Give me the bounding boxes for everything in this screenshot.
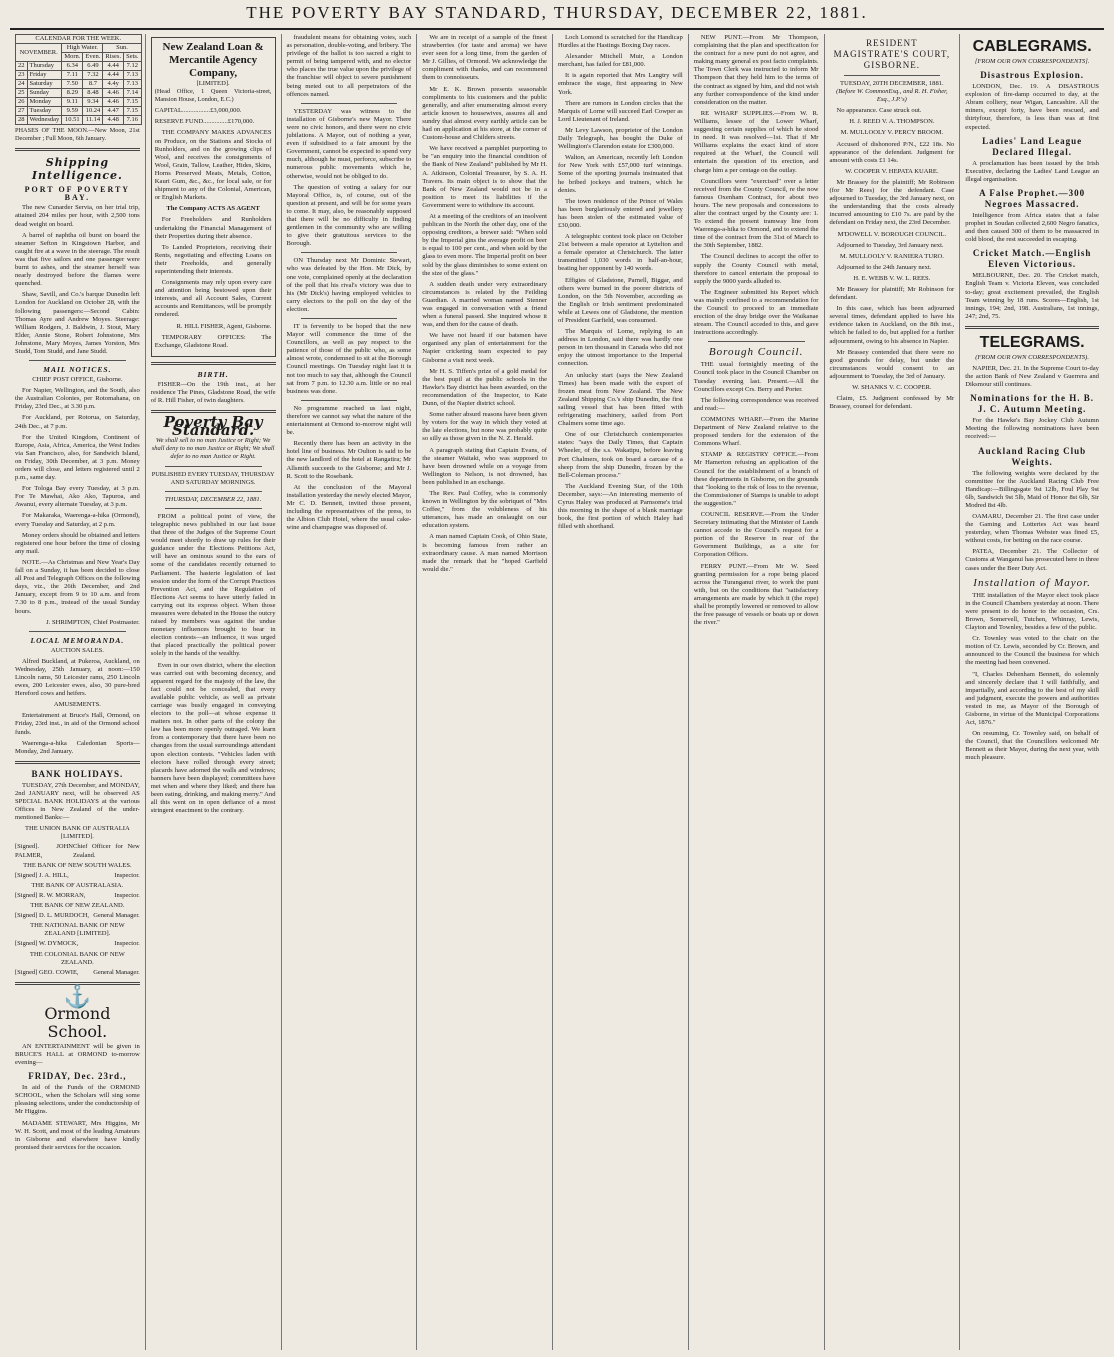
birth-heading: BIRTH. xyxy=(197,369,229,379)
advert-capital: CAPITAL.................£3,000,000. xyxy=(154,107,242,115)
local-paragraph: AUCTION SALES. xyxy=(50,646,104,654)
article-paragraph: Loch Lomond is scratched for the Handicap Hurdles at the Hastings Boxing Day races. xyxy=(558,34,683,50)
article-paragraph: ON Thursday next Mr Dominic Stewart, who was defeated by the Hon. Mr Dick, by one vote, complained openly at the declaration of the poll that his rival's victory was due to his (Mr Dick's) having employed vehicles to carry electors to the poll on the day of the election. xyxy=(286,257,412,313)
installation-paragraph: THE installation of the Mayor elect took place in the Council Chambers yesterday at noon. There were present to do honor to the occasion, Crs. Brown, Somervell, Tutchen, Whinray, Lewis, Clayton and Townley, besides a few of the public. xyxy=(965,591,1099,632)
newspaper-page xyxy=(10,34,1104,1350)
mail-heading: MAIL NOTICES. xyxy=(43,365,112,375)
advert-title: New Zealand Loan & Mercantile Agency Company, xyxy=(162,41,264,79)
court-paragraph: Mr Brassey for the plaintiff; Mr Robinson (for Mr Rees) for the defendant. Case adjourned to Tuesday, the 3rd January next, on the understanding that the costs already incurred amounting to £10 7s. are paid by the defendant on Friday next, the 23rd December. xyxy=(829,178,955,227)
local-paragraph: Entertainment at Bruce's Hall, Ormond, on Friday, 23rd inst., in aid of the Ormond school funds. xyxy=(15,712,140,736)
calendar-subheader: Morn. xyxy=(62,53,83,62)
divider xyxy=(301,318,398,319)
resident-heading: RESIDENT MAGISTRATE'S COURT, GISBORNE. xyxy=(833,38,951,70)
case-title: H. E. WEBB V. W. L. REES. xyxy=(853,274,931,282)
bank-entry: THE BANK OF AUSTRALASIA. [Signed] R. W. MORRAN, Inspector. xyxy=(15,881,140,899)
advert-paragraph: The Company ACTS AS AGENT xyxy=(166,205,260,213)
divider xyxy=(15,148,140,151)
mail-paragraph: For Napier, Wellington, and the South, also the Australian Colonies, per Rotomahana, on Friday, 23rd Dec., at 3.30 p.m. xyxy=(15,387,140,411)
mail-paragraph: For Auckland, per Rotorua, on Saturday, 24th Dec., at 7 p.m. xyxy=(15,414,140,430)
divider xyxy=(301,252,398,253)
loan-agency-advert xyxy=(151,37,276,357)
divider xyxy=(965,326,1099,329)
article-paragraph: We have not heard if our batsmen have organised any plan of entertainment for the Napier cricketing team expected to pay Gisborne a visit next week. xyxy=(422,332,547,364)
article-paragraph: Mr H. S. Tiffen's prize of a gold medal for the best pupil at the public schools in the Hawke's Bay district has been awarded, on the recommendation of the Inspector, to Kate Dunn, of the Napier district school. xyxy=(422,367,547,408)
resident-date: TUESDAY, 20TH DECEMBER, 1881. xyxy=(840,80,944,87)
patea-text: PATEA, December 21. The Collector of Customs at Wanganui has prosecuted here in three cases under the Beer Duty Act. xyxy=(965,548,1099,572)
paper-nameplate: Poverty Bay Standard. xyxy=(163,413,263,440)
auckland-heading: Auckland Racing Club Weights. xyxy=(978,445,1087,467)
article-paragraph: IT is fervently to be hoped that the new Mayor will commence the time of the Councillors, as well as pay respect to the patience of those of the public who, as some almost wrote, condemned to sit at the Borough Council meetings. On Tuesday night last it is not too much to say that, although the Council sat from 7 p.m. to 12.30 a.m. little or no real business was done. xyxy=(286,323,412,395)
mail-paragraph: NOTE.—As Christmas and New Year's Day fall on a Sunday, it has been decided to close all Post and Telegraph Offices on the following days, viz., the 26th December, and 2nd January, except from 9 to 10 a.m. and from 7.30 to 8 p.m., instead of the usual Sunday hours. xyxy=(15,558,140,615)
ormond-paragraph: MADAME STEWART, Mrs Higgins, Mr W. H. Scott, and most of the leading Amateurs in Gisborne and elsewhere have kindly promised their services for the occasion. xyxy=(15,1119,140,1151)
shipping-paragraph: A barrel of naphtha oil burst on board the steamer Sefton in Kingstown Harbor, and caught fire at a wave in the steerage. The result was that five sailors and one passenger were burnt to ashes, and the steamer herself was nearly destroyed before the flames were quenched. xyxy=(15,231,140,288)
nominations-text: For the Hawke's Bay Jockey Club Autumn Meeting the following nominations have been received:— xyxy=(965,417,1099,441)
article-paragraph: Mr E. K. Brown presents seasonable compliments to his customers and the public generally, and after enumerating almost every article known to housewives, assures all and sundry that almost every earthly article can be had on application at his store, at the corner of Custom-house and Childers streets. xyxy=(422,85,547,142)
article-paragraph: A paragraph stating that Captain Evans, of the steamer Waitaki, who was supposed to have been drowned while on a voyage from Wellington to Nelson, is not drowned, has been published in an exchange. xyxy=(422,446,547,486)
article-paragraph: The Rev. Paul Coffey, who is commonly known in Wellington by the sobriquet of "Mrs Coffee," from the volubleness of his utterances, has made an onslaught on our education system. xyxy=(422,489,547,530)
mail-paragraph: For Makaraka, Waerenga-a-hika (Ormond), every Tuesday and Saturday, at 2 p.m. xyxy=(15,512,140,528)
court-paragraph: Accused of dishonored P/N., £22 18s. No appearance of the defendant. Judgment for amount with costs £1 14s. xyxy=(829,140,955,164)
divider xyxy=(15,761,140,764)
cable-title: A False Prophet.—300 Negroes Massacred. xyxy=(979,187,1086,209)
oamaru-text: OAMARU, December 21. The first case under the Gaming and Lotteries Act was heard yesterday, when Thomas Webster was fined £5, without costs, for betting on the race course. xyxy=(965,513,1099,545)
divider xyxy=(165,466,262,467)
bank-intro: TUESDAY, 27th December, and MONDAY, 2nd JANUARY next, will be observed AS SPECIAL BANK HOLIDAYS at the various Offices in New Zealand of the under-mentioned Banks:— xyxy=(15,781,140,822)
divider xyxy=(29,360,126,361)
installation-paragraph: Cr. Townley was voted to the chair on the motion of Cr. Lewis, seconded by Cr. Brown, and announced to the Council the business for which the meeting had been convened. xyxy=(965,635,1099,667)
borough-council-heading: Borough Council. xyxy=(708,346,804,359)
bank-entry: THE NATIONAL BANK OF NEW ZEALAND [LIMITED]. [Signed] W. DYMOCK, Inspector. xyxy=(15,922,140,948)
advert-offices: TEMPORARY OFFICES: The Exchange, Gladstone Road. xyxy=(154,333,272,349)
article-paragraph: NEW PUNT.—From Mr Thompson, complaining that the plan and specification for the contract for a new punt do not agree, and making many general ex post facto complaints. The Town Clerk was instructed to inform Mr Thompson that they held him to the terms of the contract as signed by him, and did not wish any further correspondence of the kind under consideration on the matter. xyxy=(693,34,819,106)
article-paragraph: The following correspondence was received and read:— xyxy=(693,396,819,412)
installation-paragraph: "I, Charles Dehenham Bennett, do solemnly and sincerely declare that I will faithfully, and impartially, and according to the best of my skill and judgment, execute the powers and authorities vested in me, as Mayor of the Borough of Gisborne, in virtue of the Municipal Corporations Act, 1876." xyxy=(965,670,1099,727)
column-4 xyxy=(417,34,553,1350)
table-row: 28 Wednesday 10.51 11.14 4.48 7.16 xyxy=(16,116,142,125)
advert-office: (Head Office, 1 Queen Victoria-street, Mansion House, London, E.C.) xyxy=(154,88,272,104)
mail-paragraph: For the United Kingdom, Continent of Europe, Asia, Africa, America, the West Indies via San Francisco, also, for Sandwich Island, on Friday, 30th December, at 3 p.m. Money orders will close, and letters registered until 2 p.m., same day. xyxy=(15,433,140,482)
calendar-month: NOVEMBER. xyxy=(16,44,62,62)
ormond-paragraph: In aid of the Funds of the ORMOND SCHOOL, when the Scholars will sing some pleasing selections, under the conductorship of Mr Higgins. xyxy=(15,1084,140,1116)
column-8 xyxy=(960,34,1104,1350)
article-paragraph: Effigies of Gladstone, Parnell, Biggar, and others were burned in the poorer districts of London, on the 5th November, according as the English or Irish sentiment predominated while at Lewes one of Gladstone, the mention of President Garfield, was consumed. xyxy=(558,276,683,324)
table-row: 26 Monday 9.11 9.34 4.46 7.15 xyxy=(16,98,142,107)
cablegrams-heading: CABLEGRAMS. xyxy=(972,38,1092,55)
article-paragraph: A sudden death under very extraordinary circumstances is related by the Feilding Guardian. A married woman named Stenner was engaged in conversation with a friend when a funeral passed. She inquired whose it was, and then for the cause of death. xyxy=(422,280,547,329)
ship-emblem-icon: ⚓ xyxy=(63,983,92,1009)
court-paragraph: No appearance. Case struck out. xyxy=(836,107,922,115)
bank-entry: THE COLONIAL BANK OF NEW ZEALAND. [Signed] GEO. COWIE, General Manager. xyxy=(15,950,140,976)
telegrams-heading: TELEGRAMS. xyxy=(979,333,1085,351)
advert-signature: R. HILL FISHER, Agent, Gisborne. xyxy=(176,322,272,330)
article-paragraph: Mr Levy Lawson, proprietor of the London Daily Telegraph, has bought the Duke of Wellington's Clarendon estate for £300,000. xyxy=(558,126,683,151)
case-title: W. SHANKS V. C. COOPER. xyxy=(852,384,932,391)
shipping-paragraph: The new Cunarder Servia, on her trial trip, attained 204 miles per hour, with 2,500 tons dead weight on board. xyxy=(15,204,140,228)
article-paragraph: The Council declines to accept the offer to supply the County Council with metal, therefore to cancel entertain the proposal to supply the 9000 yards alluded to. xyxy=(693,253,819,285)
article-paragraph: COUNCIL RESERVE.—From the Under Secretary intimating that the Minister of Lands cannot accede to the Council's request for a portion of the Reserve in rear of the Government Buildings, as a site for Corporation Offices. xyxy=(693,510,819,559)
masthead xyxy=(0,0,1114,26)
local-heading: LOCAL MEMORANDA. xyxy=(30,635,125,645)
local-paragraph: Alfred Buckland, at Pukeroa, Auckland, on Wednesday, 25th January, at noon:—150 Lincoln rams, 50 Leicester rams, 250 Lincoln ewes, 200 Leicester ewes, also, 30 pure-bred Hereford cows and heifers. xyxy=(15,657,140,698)
publication-days: PUBLISHED EVERY TUESDAY, THURSDAY AND SATURDAY MORNINGS. xyxy=(151,470,275,486)
divider xyxy=(844,75,941,76)
column-7 xyxy=(825,34,961,1350)
divider xyxy=(301,103,398,104)
case-title: M'DOWELL V. BOROUGH COUNCIL. xyxy=(837,230,947,238)
cable-title: Cricket Match.—English Eleven Victorious. xyxy=(972,248,1092,270)
installation-paragraph: On resuming, Cr. Townley said, on behalf of the Council, that the Councillors welcomed Mr Bennett as their Mayor, during the next year, with much pleasure. xyxy=(965,730,1099,762)
dateline: THURSDAY, DECEMBER 22, 1881. xyxy=(164,495,262,503)
local-paragraph: Waerenga-a-hika Caledonian Sports—Monday, 2nd January. xyxy=(15,739,140,755)
bank-entry: THE BANK OF NEW SOUTH WALES. [Signed] J. A. HILL, Inspector. xyxy=(15,861,140,879)
bank-heading: BANK HOLIDAYS. xyxy=(31,768,124,779)
cablegrams-source: [FROM OUR OWN CORRESPONDENTS]. xyxy=(974,58,1090,65)
article-paragraph: We are in receipt of a sample of the finest strawberries (for taste and aroma) we have ever seen for a long time, from the garden of Mr J. Gillies, of Ormond. We acknowledge the compliment with thanks, and can recommend them to connoisseurs. xyxy=(422,34,547,82)
article-paragraph: Councillors were "exercised" over a letter received from the County Council, re the now famous Oxenham Contract, for about two hours. The new proposals and concessions to alter the contract urged by the County are: 1. To extend the present tramway line from Waerenga-a-hika to Ormond, and to extend the time of the contract from the 31st of March to the 30th September, 1882. xyxy=(693,177,819,250)
article-paragraph: A man named Captain Cook, of Ohio State, is becoming famous from rather an extraordinary cause. A man named Morrison made the remark that he "hoped Garfield would die." xyxy=(422,533,547,573)
table-row: 22 Thursday 6.34 6.49 4.44 7.12 xyxy=(16,62,142,71)
article-paragraph: Recently there has been an activity in the hotel line of business. Mr Oulton is said to be the new landlord of the hotel at Rangatira; Mr Allsmith succeeds to the Gisborne; and Mr J. R. Scott to the Rosebank. xyxy=(286,440,412,480)
masthead-title: THE POVERTY BAY STANDARD, THURSDAY, DECEMBER 22, 1881. xyxy=(246,3,868,22)
auckland-text: The following weights were declared by the committee for the Auckland Racing Club Free Handicap:—Billingsgate 9st 12lb, Foul Play 9st 6lb, Sandwich 9st 5lb, Maid of Honor 8st 6lb, Sir Modred 8st 4lb. xyxy=(965,469,1099,509)
divider xyxy=(708,341,805,342)
court-paragraph: Mr Brassey contended that there were no good grounds for delay, but under the circumstances would consent to an adjournment to Tuesday, the 3rd of January. xyxy=(829,348,955,380)
article-paragraph: STAMP & REGISTRY OFFICE.—From Mr Hamerton refusing an application of the Council for the establishment of a branch of these departments in Gisborne, on the grounds that "looking to the risk of loss to the revenue, the Commissioner of Stamps is unable to adopt the suggestion." xyxy=(693,451,819,507)
article-paragraph: RE WHARF SUPPLIES.—From W. R. Williams, lessee of the Lower Wharf, suggesting certain supplies of which he stood in need. It was resolved—1st. That if Mr Williams explains the exact kind of store required at the Wharf, the Council will entertain the question of its erection, and charge him a per centage on the outlay. xyxy=(693,109,819,174)
divider xyxy=(165,508,262,509)
column-5 xyxy=(553,34,689,1350)
advert-paragraph: For Freeholders and Runholders undertaking the Financial Management of their Properties during their absence. xyxy=(154,216,272,240)
mail-paragraph: CHIEF POST OFFICE, Gisborne. xyxy=(32,376,123,384)
article-paragraph: At the conclusion of the Mayoral installation yesterday the newly elected Mayor, Mr C. D. Bennett, invited those present, including the representatives of the press, to the Albion Club Hotel, where the usual cake-wine and champagne was disposed of. xyxy=(286,483,412,532)
case-title: H. J. REED V. A. THOMPSON. xyxy=(849,118,935,126)
paper-motto: We shall sell to no man Justice or Right; We shall deny to no man Justice or Right; We shall defer to no man Justice or Right. xyxy=(151,437,275,461)
advert-reserve: RESERVE FUND...............£170,000. xyxy=(154,118,255,126)
calendar-subheader: Even. xyxy=(83,53,103,62)
article-paragraph: COMMONS WHARF.—From the Marine Department of New Zealand relative to the proposed tenders for the extension of the Commons Wharf. xyxy=(693,415,819,448)
article-paragraph: THE usual fortnightly meeting of the Council took place in the Council Chamber on Tuesday evening last. Present.—All the Councillors except Crs. Berry and Porter. xyxy=(693,361,819,393)
table-row: 24 Saturday 7.50 8.7 4.4y 7.13 xyxy=(16,80,142,89)
column-1 xyxy=(10,34,146,1350)
article-paragraph: The town residence of the Prince of Wales has been burglariously entered and jewellery has been stolen of the estimated value of £30,000. xyxy=(558,197,683,229)
moon-phases: PHASES OF THE MOON.—New Moon, 21st December ; Full Moon, 6th January. xyxy=(15,127,140,143)
telegrams-source: (FROM OUR OWN CORRESPONDENTS). xyxy=(975,353,1089,361)
shipping-paragraph: Shaw, Savill, and Co.'s barque Dunedin left London for Auckland on October 28, with the following passengers:—Second Cabin: Thomas Ayre and Andrew Moyes. Steerage: William Rodgers, J. Baldwin, J. Stout, Mary Elder, Annie Stone, Robert Johnstone, Mrs Johnstone, Mary Moyes, James Yorston, Mrs Studd, Tom Studd, and Jane Studd. xyxy=(15,291,140,355)
calendar-title: CALENDAR FOR THE WEEK. xyxy=(16,35,142,44)
cable-text: A proclamation has been issued by the Irish Executive, declaring the Ladies' Land League an illegal organisation. xyxy=(965,159,1099,183)
article-paragraph: Walton, an American, recently left London for New York with £57,000 turf winnings. Some of the sporting journals insinuated that he bribed jockeys and trainers, which he denies. xyxy=(558,154,683,194)
ormond-heading: Ormond School. xyxy=(44,1003,111,1041)
telegram-text: NAPIER, Dec. 21. In the Supreme Court to-day the action Bank of New Zealand v Guerrera and Diksmour still continues. xyxy=(965,364,1099,389)
column-6 xyxy=(689,34,825,1350)
calendar-subheader: Sets. xyxy=(124,53,141,62)
ormond-date: FRIDAY, Dec. 23rd., xyxy=(28,1071,127,1082)
table-row: 23 Friday 7.11 7.32 4.44 7.13 xyxy=(16,71,142,80)
bank-entry: THE UNION BANK OF AUSTRALIA [LIMITED]. [Signed]. JOHN PALMER, Chief Officer for New Zealand. xyxy=(15,825,140,859)
article-paragraph: There are rumors in London circles that the Marquis of Lorne will succeed Earl Cowper as Lord Lieutenant of Ireland. xyxy=(558,99,683,123)
court-paragraph: Claim, £5. Judgment confessed by Mr Brassey, counsel for defendant. xyxy=(829,395,955,411)
court-paragraph: Adjourned to Tuesday, 3rd January next. xyxy=(836,241,944,249)
column-3 xyxy=(282,34,418,1350)
cable-title: Ladies' Land League Declared Illegal. xyxy=(982,135,1083,157)
article-paragraph: No programme reached us last night, therefore we cannot say what the nature of the entertainment at Ormond to-morrow night will be. xyxy=(286,404,412,437)
editorial-paragraph: FROM a political point of view, the telegraphic news published in our last issue that three of the Judges of the Supreme Court would meet shortly to draw up rules for their guidance under the Elections Petitions Act, will have an ominous sound to the ears of some of the candidates recently returned to Parliament. The hasterie legislation of last session under the form of the Corrupt Practices Prevention Act, and the Regulation of Elections Act seems to have utterly failed in carrying out its express object. When those measures were debated in the House the outcry raised by members was against the undue monetary influences brought to bear in election contests—an influence, it was urged that placed practically the political power solely in the hands of the wealthy. xyxy=(150,512,276,658)
mail-signature: J. SHRIMPTON, Chief Postmaster. xyxy=(46,618,140,626)
court-paragraph: Adjourned to the 24th January next. xyxy=(836,263,932,271)
article-paragraph: One of our Christchurch contemporaries states: "says the Daily Times, that Captain Wheeler, of the s.s. Wakatipu, before leaving Port Chalmers, took on board a carcase of a sheep from the ship Dunedin, frozen by the Bell-Coleman process." xyxy=(558,431,683,479)
article-paragraph: It is again reported that Mrs Langtry will embrace the stage, first appearing in New York. xyxy=(558,72,683,96)
cable-text: MELBOURNE, Dec. 20. The Cricket match, English Team v. Victoria Eleven, was concluded to-day; great excitement prevailed, the English Team winning by 18 runs. Scores—English, 1st innings, 194; 2nd, 198. Australians, 1st innings, 247; 2nd, 75. xyxy=(965,272,1099,320)
article-paragraph: At a meeting of the creditors of an insolvent publican in the North the other day, one of the opposing creditors, a brewer said: "When sold by the Imperial gins the average profit on beer is equal to 100 per cent., and when sold by the glass to even more. The Imperial profit on beer sold by the glass diminishes to some extent on the size of the glass." xyxy=(422,212,547,277)
nominations-heading: Nominations for the H. B. J. C. Autumn Meeting. xyxy=(970,393,1095,415)
column-2 xyxy=(146,34,282,1350)
case-title: M. MULLOOLY V. RANIERA TURO. xyxy=(839,252,944,260)
article-paragraph: The Engineer submitted his Report which was mainly confined to a recommendation for the Council to proceed to an immediate erection of the dray bridge over the Waikanae stream. The Council acceded to this, and gave instructions accordingly. xyxy=(693,288,819,337)
case-title: M. MULLOOLY V. PERCY BROOM. xyxy=(840,129,944,137)
table-row: 27 Tuesday 9.59 10.24 4.47 7.15 xyxy=(16,107,142,116)
editorial-paragraph: Even in our own district, where the election was carried out with becoming decency, and apparent regard for the majesty of the law, the fact could not be concealed, that every available public vehicle, as well as private carriage was busily engaged in conveying electors to the poll—at whose expense it matters not. In other parts of the colony the law has been more openly outraged. We learn from a contemporary that there have been no changes from the usual surroundings attendant upon election contests. "Vehicles laden with electors have rolled through every street; placards have adorned the walls and windows; banners have been displayed; committees have met when and where they liked; and there has been eating, drinking, and making merry." And all this went on in open defiance of a most stringent enactment to the contrary. xyxy=(150,661,276,815)
advert-paragraph: THE COMPANY MAKES ADVANCES on Produce, on the Stations and Stocks of Runholders, and on the growing clips of Wool, and receives the consignments of Wool, Grain, Tallow, Leather, Hides, Skins, Horns Preserved Meats, Metals, Cotton, Kauri Gum, &c., &c., for local sale, or for shipment to any of the Colonial, American, or English Markets. xyxy=(154,129,272,202)
article-paragraph: We have received a pamphlet purporting to be "an enquiry into the financial condition of the Bank of New Zealand" published by Mr H. A. Atkinson, Colonial Treasurer, by S. A. H. Travers. Its main object is to show that the Bank of New Zealand would not be in a position to meet its liabilities if the Government were to withdraw its account. xyxy=(422,145,547,209)
mail-paragraph: Money orders should be obtained and letters registered one hour before the time of closing any mail. xyxy=(15,531,140,555)
court-paragraph: In this case, which has been adjourned several times, defendant applied to have his evidence taken in Auckland, on the 8th inst., which he failed to do, but applied for a further adjournment, owing to his absence in Napier. xyxy=(829,305,955,345)
article-paragraph: The Marquis of Lorne, replying to an address in London, said there was hardly one person in ten thousand in Canada who did not enjoy the utmost importance to the Imperial connection. xyxy=(558,328,683,368)
shipping-heading: Shipping Intelligence. xyxy=(31,156,123,183)
calendar-header-high-water: High Water. xyxy=(62,44,103,53)
case-title: W. COOPER V. HEPATA KUARE. xyxy=(845,167,939,175)
calendar-header-sun: Sun. xyxy=(103,44,141,53)
port-heading: PORT OF POVERTY BAY. xyxy=(24,185,131,203)
advert-limited: [LIMITED]. xyxy=(196,80,230,87)
cable-text: LONDON, Dec. 19. A DISASTROUS explosion of fire-damp occurred to day, at the Abram colliery, near Wigan, Lancashire. All the miners, except forty, have been rescued, and thirtyfour, therefore, is less than was at first expected. xyxy=(965,83,1099,131)
article-paragraph: The question of voting a salary for our Mayoral Office, is, of course, out of the question at present, and will be for some years to come. It may, also, be reasonably supposed that there will be no difficulty in finding gentlemen in the community who are willing to give their gratuitous services to the Borough. xyxy=(286,183,412,248)
advert-paragraph: Consignments may rely upon every care and attention being bestowed upon their interests, and all Account Sales, Current accounts and Remittances, will be promptly rendered. xyxy=(154,279,272,319)
installation-heading: Installation of Mayor. xyxy=(973,576,1091,589)
article-paragraph: FERRY PUNT.—From Mr W. Seed granting permission for a rope being placed across the Turanganui river, to work the punt with, but on the conditions that "satisfactory arrangements are made by which it (the rope) shall be promptly lowered or removed to allow the free passage of vessels or boats up or down the river." xyxy=(693,562,819,627)
birth-notice: FISHER—On the 19th inst., at her residence The Pines, Gladstone Road, the wife of R. Hill Fisher, of twin daughters. xyxy=(150,380,276,404)
divider xyxy=(29,631,126,632)
article-paragraph: Alexander Mitchell Muir, a London merchant, has failed for £81,000. xyxy=(558,53,683,69)
article-paragraph: An unlucky start (says the New Zealand Times) has been made with the export of frozen meat from New Zealand. The New Zealand Shipping Co.'s ship Dunedin, the first sailing vessel that has been fitted with refrigerating machinery, sailed from Port Chalmers some time ago. xyxy=(558,371,683,428)
ormond-paragraph: AN ENTERTAINMENT will be given in BRUCE'S HALL at ORMOND to-morrow evening— xyxy=(15,1042,140,1067)
article-paragraph: The Auckland Evening Star, of the 10th December, says:—An interesting memento of Cyrus Haley was produced at Parnsome's trial this morning in the shape of a blank marriage book, the first portion of which Haley had filled with shorthand. xyxy=(558,482,683,531)
divider xyxy=(301,400,398,401)
local-paragraph: AMUSEMENTS. xyxy=(53,701,101,709)
cable-title: Disastrous Explosion. xyxy=(980,70,1085,81)
bank-entry: THE BANK OF NEW ZEALAND. [Signed] D. L. MURDOCH, General Manager. xyxy=(15,902,140,920)
mail-paragraph: For Tologa Bay every Tuesday, at 3 p.m. For Te Mawhai, Ako Ako, Tapuroa, and Awanui, every alternate Tuesday, at 3 p.m. xyxy=(15,485,140,509)
article-paragraph: A telegraphic contest took place on October 21st between a male operator at Lyttelton and a female operator at Christchurch. The latter transmitted 1,030 words in half-an-hour, beating her opponent by 140 words. xyxy=(558,233,683,273)
article-paragraph: Some rather absurd reasons have been given by voters for the way in which they voted at the late elections, but none was probably quite so silly as those given in the N. Z. Herald. xyxy=(422,411,547,443)
calendar-table xyxy=(15,34,142,125)
article-paragraph: YESTERDAY was witness to the installation of Gisborne's new Mayor. There were no civic honors, and there were no civic jubilations. A Mayor, out of nothing a year, even if subsidised to a fair amount by the Government, cannot be expected to spend very much, although he must, perforce, subscribe to numerous public movements which he, otherwise, would not be obliged to do. xyxy=(286,107,412,180)
advert-paragraph: To Landed Proprietors, receiving their Rents, negotiating and effecting Loans on their Freeholds, and generally superintending their interests. xyxy=(154,243,272,275)
masthead-rule xyxy=(10,28,1104,30)
divider xyxy=(151,362,276,365)
table-row: 25 Sunday 8.29 8.48 4.46 7.14 xyxy=(16,89,142,98)
resident-bench: (Before W. CommonEsq., and R. H. Fisher, Esq., J.P.'s) xyxy=(836,88,948,104)
article-paragraph: fraudulent means for obtaining votes, such as personation, double-voting, and bribery. The privilege of the ballot is too sacred a right to permit of being tampered with, and no elector who places the true value upon the privilege of the franchise will object to severe punishment being meted out to all perpetrators of the offences named. xyxy=(286,34,412,98)
court-paragraph: Mr Brassey for plaintiff; Mr Robinson for defendant. xyxy=(829,285,955,302)
cable-text: Intelligence from Africa states that a false prophet in Soudan collected 2,600 Negro fanatics, and then caused 300 of them to be massacred in cold blood, the rest succeeded in escaping. xyxy=(965,211,1099,244)
divider xyxy=(165,491,262,492)
calendar-subheader: Rises. xyxy=(103,53,124,62)
